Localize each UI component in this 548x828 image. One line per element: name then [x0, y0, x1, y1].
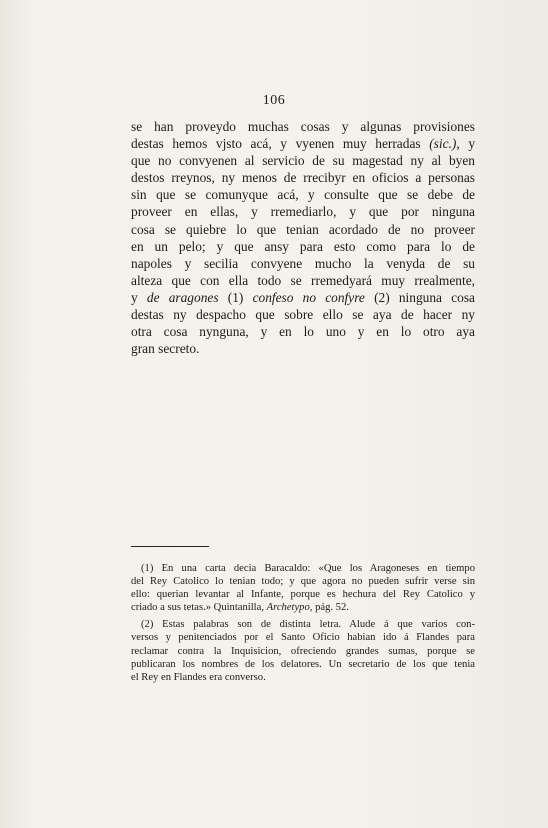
text-line: [131, 135, 475, 152]
italic-phrase: de aragones: [146, 289, 219, 305]
footnotes-block: [131, 562, 475, 688]
text-segment: , y: [456, 136, 476, 152]
text-line: napoles y secilia convyene mucho la venyda de su: [131, 255, 475, 271]
footnote-line: reclamar contra la Inquisicion, ofreciendo grandes sumas, porque se: [131, 645, 475, 657]
footnote-line: ello: querian levantar al Infante, porque es hechura del Rey Catolico y: [131, 589, 475, 601]
footnote-line: versos y penitenciados por el Santo Oficio habian ido á Flandes para: [131, 632, 475, 644]
footnote-line: el Rey en Flandes era converso.: [131, 671, 266, 683]
sic-annotation: (sic.): [429, 136, 457, 152]
text-line: gran secreto.: [131, 341, 200, 357]
text-segment: criado a sus tetas.» Quintanilla,: [131, 602, 264, 614]
footnote-line: (2) Estas palabras son de distinta letra. Alude á que varios con-: [141, 619, 475, 631]
main-text-block: [131, 118, 475, 357]
footnote-divider: [131, 546, 209, 547]
footnote-1: [131, 562, 475, 614]
page-number: 106: [262, 93, 286, 108]
footnote-ref-1: (1): [227, 289, 244, 305]
text-line: alteza que con ella todo se rremedyará muy rrealmente,: [131, 272, 475, 288]
text-segment: y: [131, 289, 138, 305]
text-line: en un pelo; y que ansy para esto como para lo de: [131, 238, 475, 254]
text-line: destos rreynos, ny menos de rrecibyr en oficios a personas: [131, 170, 475, 186]
text-line: proveer en ellas, y rremediarlo, y que por ninguna: [131, 204, 475, 220]
text-line: sin que se comunyque acá, y consulte que se debe de: [131, 187, 475, 203]
footnote-2: [131, 618, 475, 683]
text-line: cosa se quiebre lo que tenian acordado de no proveer: [131, 221, 475, 237]
footnote-line: [131, 601, 475, 614]
text-line: [131, 289, 475, 306]
text-line: se han proveydo muchas cosas y algunas provisiones: [131, 119, 475, 134]
text-line: otra cosa nynguna, y en lo uno y en lo otro aya: [131, 324, 475, 340]
text-segment: destas hemos vjsto acá, y vyenen muy herradas: [131, 136, 421, 152]
footnote-line: (1) En una carta decia Baracaldo: «Que los Aragoneses en tiempo: [141, 563, 475, 574]
text-segment: (2) ninguna cosa: [374, 289, 475, 305]
text-line: que no convyenen al servicio de su magestad ny al byen: [131, 153, 475, 169]
text-segment: , pág. 52.: [309, 602, 349, 614]
italic-phrase: confeso no confyre: [252, 289, 365, 305]
footnote-line: publicaran los nombres de los delatores. Un secretario de los que tenia: [131, 658, 475, 670]
footnote-line: del Rey Catolico lo tenian todo; y que agora no pueden sufrir verse sin: [131, 576, 475, 588]
italic-title: Archetypo: [266, 602, 310, 614]
text-line: destas ny despacho que sobre ello se aya de hacer ny: [131, 307, 475, 323]
